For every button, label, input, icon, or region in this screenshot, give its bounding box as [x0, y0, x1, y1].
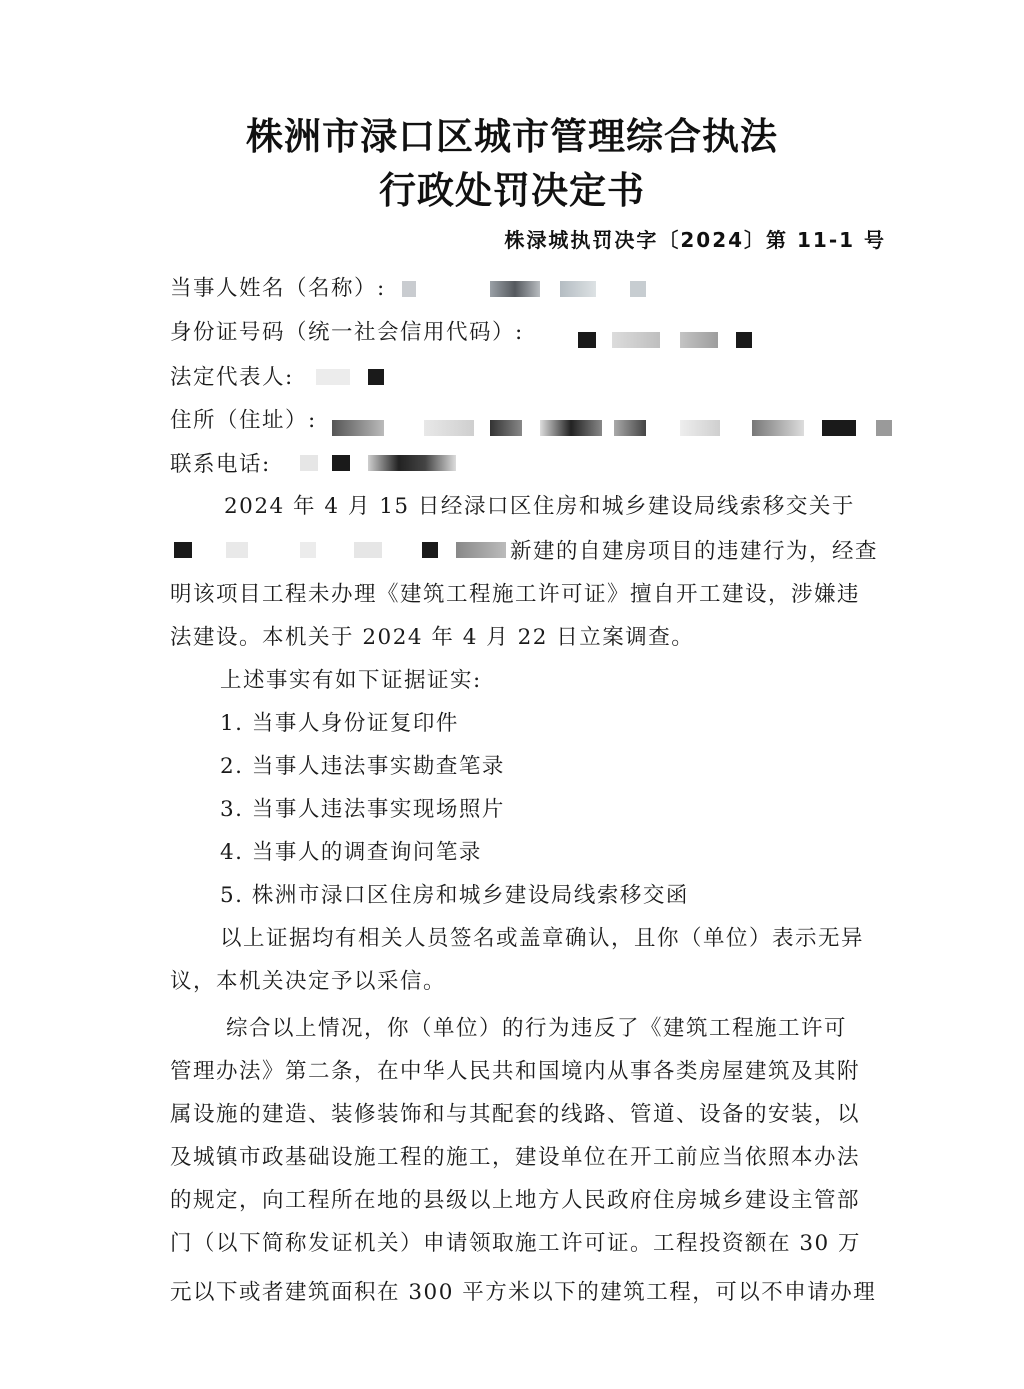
legal-representative-label: 法定代表人: — [170, 365, 294, 390]
body-paragraph-1-line-3: 明该项目工程未办理《建筑工程施工许可证》擅自开工建设，涉嫌违 — [170, 582, 861, 607]
document-title: 株洲市渌口区城市管理综合执法 — [246, 115, 778, 158]
body-paragraph-3-line: 属设施的建造、装修装饰和与其配套的线路、管道、设备的安装，以 — [170, 1102, 861, 1127]
body-paragraph-3-line: 及城镇市政基础设施工程的施工，建设单位在开工前应当依照本办法 — [170, 1145, 861, 1170]
body-paragraph-2-line-2: 议，本机关决定予以采信。 — [170, 969, 447, 994]
party-name-label: 当事人姓名（名称）: — [170, 276, 386, 301]
evidence-item: 5. 株洲市渌口区住房和城乡建设局线索移交函 — [220, 883, 689, 908]
body-paragraph-3-line: 门（以下简称发证机关）申请领取施工许可证。工程投资额在 30 万 — [170, 1231, 862, 1256]
evidence-item: 3. 当事人违法事实现场照片 — [220, 797, 505, 822]
body-paragraph-3-line: 元以下或者建筑面积在 300 平方米以下的建筑工程，可以不申请办理 — [170, 1280, 877, 1305]
id-number-label: 身份证号码（统一社会信用代码）: — [170, 320, 524, 345]
evidence-intro: 上述事实有如下证据证实: — [220, 668, 482, 693]
body-paragraph-1-line-2: 新建的自建房项目的违建行为，经查 — [510, 539, 879, 564]
body-paragraph-3-line: 管理办法》第二条，在中华人民共和国境内从事各类房屋建筑及其附 — [170, 1059, 861, 1084]
document-subtitle: 行政处罚决定书 — [379, 169, 645, 212]
body-paragraph-3-line: 综合以上情况，你（单位）的行为违反了《建筑工程施工许可 — [226, 1016, 848, 1041]
document-number: 株渌城执罚决字〔2024〕第 11-1 号 — [504, 228, 886, 252]
body-paragraph-3-line: 的规定，向工程所在地的县级以上地方人民政府住房城乡建设主管部 — [170, 1188, 861, 1213]
body-paragraph-2-line-1: 以上证据均有相关人员签名或盖章确认，且你（单位）表示无异 — [220, 926, 865, 951]
address-label: 住所（住址）: — [170, 408, 317, 433]
evidence-item: 2. 当事人违法事实勘查笔录 — [220, 754, 505, 779]
evidence-item: 1. 当事人身份证复印件 — [220, 711, 459, 736]
body-paragraph-1-line-1: 2024 年 4 月 15 日经渌口区住房和城乡建设局线索移交关于 — [224, 494, 855, 519]
body-paragraph-1-line-4: 法建设。本机关于 2024 年 4 月 22 日立案调查。 — [170, 625, 695, 650]
evidence-item: 4. 当事人的调查询问笔录 — [220, 840, 482, 865]
phone-label: 联系电话: — [170, 452, 271, 477]
